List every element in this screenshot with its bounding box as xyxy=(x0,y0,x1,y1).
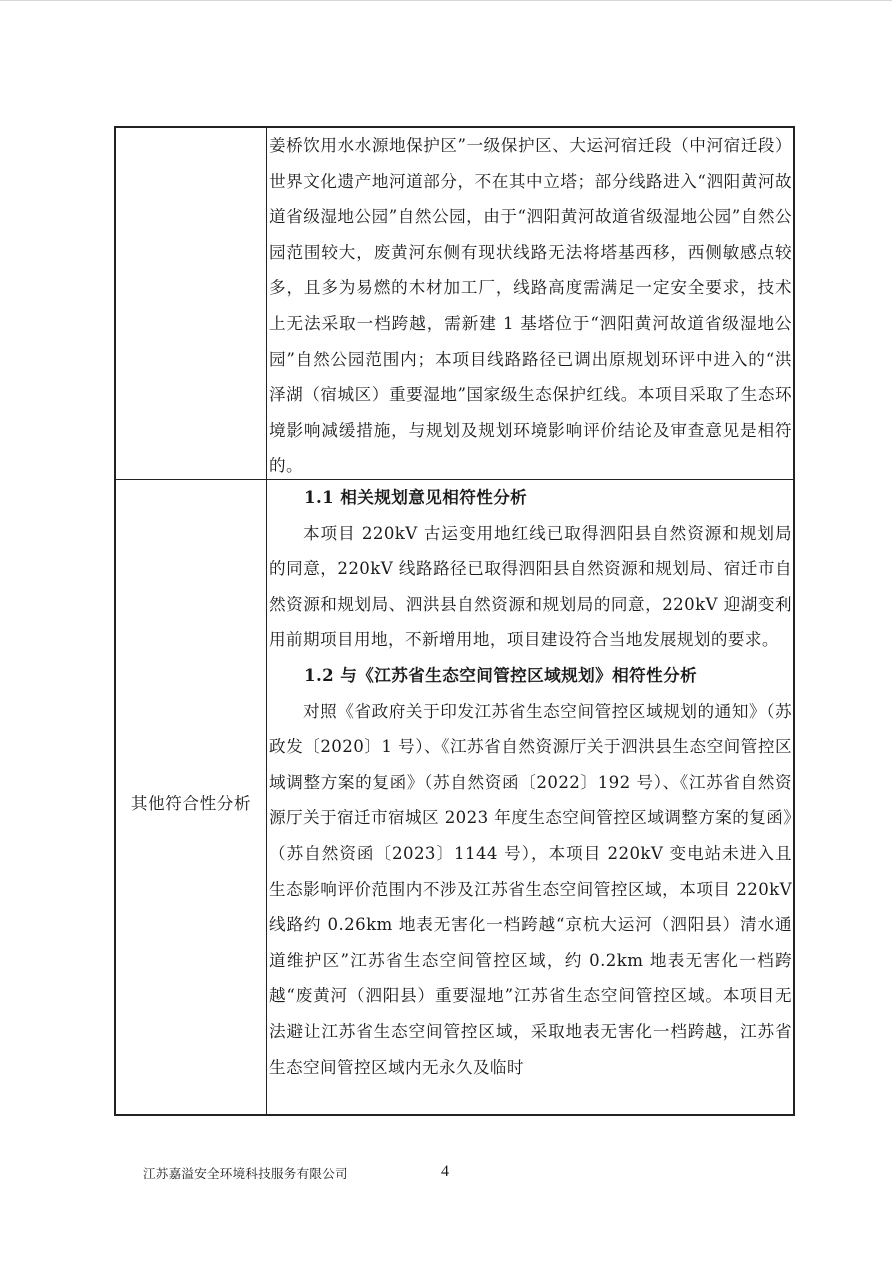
row1-paragraph: 姜桥饮用水水源地保护区”一级保护区、大运河宿迁段（中河宿迁段）世界文化遗产地河道部分，不在其中立塔；部分线路进入“泗阳黄河故道省级湿地公园”自然公园，由于“泗阳黄河故道省级湿地公园”自然公园范围较大，废黄河东侧有现状线路无法将塔基西移，西侧敏感点较多，且多为易燃的木材加工厂，线路高度需满足一定安全要求，技术上无法采取一档跨越，需新建 1 基塔位于“泗阳黄河故道省级湿地公园”自然公园范围内；本项目线路路径已调出原规划环评中进入的“洪泽湖（宿城区）重要湿地”国家级生态保护红线。本项目采取了生态环境影响减缓措施，与规划及规划环境影响评价结论及审查意见是相符的。 xyxy=(269,136,792,476)
section-paragraph-1-2: 对照《省政府关于印发江苏省生态空间管控区域规划的通知》（苏政发〔2020〕1 号）、《江苏省自然资源厅关于泗洪县生态空间管控区域调整方案的复函》（苏自然资函〔2022〕192 号）、《江苏省自然资源厅关于宿迁市宿城区 2023 年度生态空间管控区域调整方案的复函》（苏自然资函〔2023〕1144 号），本项目 220kV 变电站未进入且生态影响评价范围内不涉及江苏省生态空间管控区域，本项目 220kV 线路约 0.26km 地表无害化一档跨越“京杭大运河（泗阳县）清水通道维护区”江苏省生态空间管控区域，约 0.2km 地表无害化一档跨越“废黄河（泗阳县）重要湿地”江苏省生态空间管控区域。本项目无法避让江苏省生态空间管控区域，采取地表无害化一档跨越，江苏省生态空间管控区域内无永久及临时 xyxy=(269,701,792,1077)
section-heading-1-2: 1.2 与《江苏省生态空间管控区域规划》相符性分析 xyxy=(304,664,698,685)
row2-label: 其他符合性分析 xyxy=(130,794,252,813)
row1-content-cell xyxy=(269,128,792,484)
page-top-border xyxy=(0,0,892,1)
analysis-table xyxy=(114,126,795,1116)
row2-content-cell xyxy=(269,480,792,1085)
page-number: 4 xyxy=(441,1163,449,1180)
section-paragraph-1-1: 本项目 220kV 古运变用地红线已取得泗阳县自然资源和规划局的同意，220kV 线路路径已取得泗阳县自然资源和规划局、宿迁市自然资源和规划局、泗洪县自然资源和规划局的同意，220kV 迎湖变利用前期项目用地，不新增用地，项目建设符合当地发展规划的要求。 xyxy=(269,523,792,650)
section-heading-1-1: 1.1 相关规划意见相符性分析 xyxy=(304,487,528,507)
footer-company-name: 江苏嘉溢安全环境科技服务有限公司 xyxy=(143,1166,348,1181)
column-divider xyxy=(266,128,267,1114)
